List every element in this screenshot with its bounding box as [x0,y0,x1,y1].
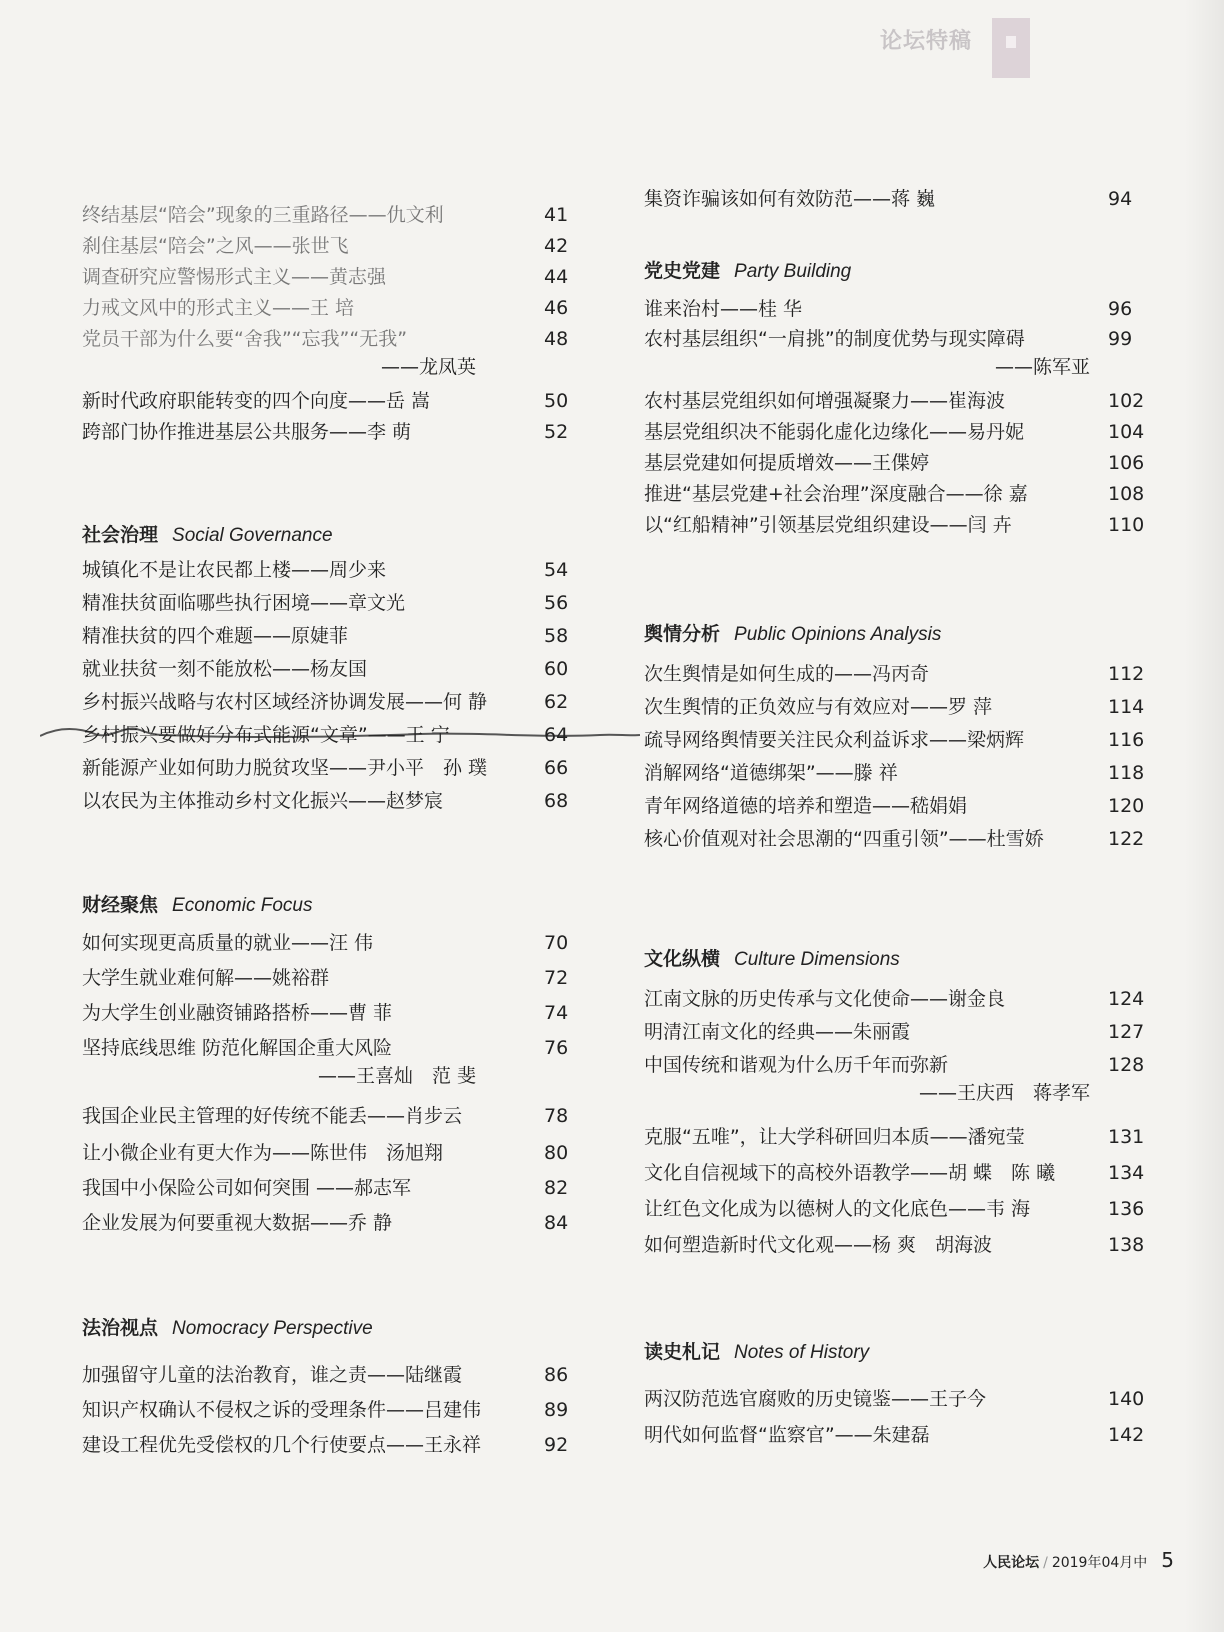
toc-entry[interactable] [628,692,1210,722]
article-title: 农村基层党组织如何增强凝聚力——崔海波 [644,390,1006,412]
article-title: 新时代政府职能转变的四个向度——岳 嵩 [82,390,431,412]
toc-entry[interactable] [628,324,1210,378]
page-ref: 112 [1108,663,1145,685]
page-footer: 人民论坛 / 2019年04月中 5 [983,1548,1174,1572]
toc-entry[interactable] [66,231,586,261]
article-title: 精准扶贫的四个难题——原婕菲 [82,625,349,647]
page-ref: 76 [544,1037,569,1059]
page-ref: 82 [544,1177,569,1199]
toc-entry[interactable] [628,1384,1210,1414]
page-ref: 99 [1108,328,1133,350]
page-ref: 74 [544,1002,569,1024]
article-title: 刹住基层“陪会”之风——张世飞 [82,235,349,257]
page-ref: 42 [544,235,569,257]
article-title: 中国传统和谐观为什么历千年而弥新 [644,1054,949,1076]
section-title-zh: 舆情分析 [644,623,721,645]
toc-entry[interactable] [628,659,1210,689]
article-title: 新能源产业如何助力脱贫攻坚——尹小平 孙 璞 [82,757,488,779]
page-ref: 80 [544,1142,569,1164]
toc-entry[interactable] [66,1360,586,1390]
logo-icon [992,18,1030,78]
toc-entry[interactable] [628,1050,1210,1104]
toc-entry[interactable] [66,1395,586,1425]
article-title: 让红色文化成为以德树人的文化底色——韦 海 [644,1198,1031,1220]
toc-entry[interactable] [66,293,586,323]
article-title: 克服“五唯”，让大学科研回归本质——潘宛莹 [644,1126,1025,1148]
article-title: 推进“基层党建+社会治理”深度融合——徐 嘉 [644,483,1028,505]
article-title: 集资诈骗该如何有效防范——蒋 巍 [644,188,936,210]
page-ref: 68 [544,790,569,812]
article-title: 青年网络道德的培养和塑造——嵇娟娟 [644,795,968,817]
page-ref: 62 [544,691,569,713]
toc-entry[interactable] [628,824,1210,854]
toc-entry[interactable] [628,184,1210,214]
page-ref: 64 [544,724,569,746]
page-ref: 104 [1108,421,1145,443]
article-author: ——龙凤英 [380,356,476,378]
page-ref: 46 [544,297,569,319]
article-title: 明代如何监督“监察官”——朱建磊 [644,1424,930,1446]
section-title-zh: 文化纵横 [644,948,721,970]
section-title-en: Party Building [734,261,852,282]
article-title: 跨部门协作推进基层公共服务——李 萌 [82,421,412,443]
article-title: 文化自信视域下的高校外语教学——胡 蝶 陈 曦 [644,1162,1056,1184]
section-heading [644,619,941,646]
article-title: 明清江南文化的经典——朱丽霞 [644,1021,911,1043]
page-ref: 116 [1108,729,1145,751]
article-title: 企业发展为何要重视大数据——乔 静 [82,1212,393,1234]
article-title: 让小微企业有更大作为——陈世伟 汤旭翔 [82,1142,444,1164]
page-ref: 89 [544,1399,569,1421]
toc-entry[interactable] [66,386,586,416]
toc-entry[interactable] [66,963,586,993]
page-ref: 56 [544,592,569,614]
section-heading [644,1337,869,1364]
article-title: 建设工程优先受偿权的几个行使要点——王永祥 [82,1434,482,1456]
section-title-en: Notes of History [734,1342,870,1363]
page-ref: 122 [1108,828,1145,850]
article-title: 以“红船精神”引领基层党组织建设——闫 卉 [644,514,1012,536]
logo-text: 论坛特稿 [880,29,973,54]
section-title-zh: 法治视点 [82,1317,159,1339]
section-title-en: Economic Focus [172,895,313,916]
toc-entry[interactable] [628,1122,1210,1152]
toc-entry[interactable] [628,984,1210,1014]
toc-entry[interactable] [628,1017,1210,1047]
toc-entry[interactable] [628,1194,1210,1224]
toc-entry[interactable] [66,324,586,378]
section-title-en: Public Opinions Analysis [734,624,942,645]
article-title: 大学生就业难何解——姚裕群 [82,967,330,989]
article-title: 基层党建如何提质增效——王偞婷 [644,452,930,474]
article-title: 城镇化不是让农民都上楼——周少来 [82,559,387,581]
toc-entry[interactable] [66,687,586,717]
article-title: 我国中小保险公司如何突围 ——郝志军 [82,1177,412,1199]
article-title: 两汉防范选官腐败的历史镜鉴——王子今 [644,1388,987,1410]
section-heading [644,256,851,283]
article-title: 知识产权确认不侵权之诉的受理条件——吕建伟 [82,1399,482,1421]
page-ref: 58 [544,625,569,647]
magazine-name: 人民论坛 [983,1555,1040,1571]
toc-entry[interactable] [66,417,586,447]
toc-entry[interactable] [66,200,586,230]
page-ref: 128 [1108,1054,1145,1076]
toc-entry[interactable] [66,928,586,958]
toc-entry[interactable] [66,753,586,783]
toc-entry[interactable] [66,786,586,816]
page-ref: 86 [544,1364,569,1386]
article-title: 以农民为主体推动乡村文化振兴——赵梦宸 [82,790,444,812]
page-ref: 60 [544,658,569,680]
page-ref: 140 [1108,1388,1145,1410]
article-title: 精准扶贫面临哪些执行困境——章文光 [82,592,406,614]
page-ref: 54 [544,559,569,581]
article-title: 加强留守儿童的法治教育，谁之责——陆继霞 [82,1364,463,1386]
section-title-en: Culture Dimensions [734,949,900,970]
page-ref: 114 [1108,696,1145,718]
toc-entry[interactable] [66,262,586,292]
page-number: 5 [1161,1548,1174,1572]
article-author: ——陈军亚 [994,356,1090,378]
toc-entry[interactable] [628,448,1210,478]
page-ref: 124 [1108,988,1145,1010]
toc-entry[interactable] [66,654,586,684]
toc-entry[interactable] [628,1158,1210,1188]
section-title-zh: 社会治理 [82,524,159,546]
page-ref: 52 [544,421,569,443]
page-ref: 94 [1108,188,1133,210]
column-logo [880,14,1030,78]
article-title: 为大学生创业融资铺路搭桥——曹 菲 [82,1002,393,1024]
section-title-en: Social Governance [172,525,333,546]
page-ref: 66 [544,757,569,779]
toc-entry[interactable] [66,1138,586,1168]
article-title: 次生舆情的正负效应与有效应对——罗 萍 [644,696,993,718]
toc-entry[interactable] [66,998,586,1028]
article-title: 党员干部为什么要“舍我”“忘我”“无我” [82,328,408,350]
page-ref: 106 [1108,452,1145,474]
toc-entry[interactable] [66,1101,586,1131]
toc-entry[interactable] [628,417,1210,447]
toc-entry[interactable] [66,555,586,585]
toc-entry[interactable] [66,621,586,651]
section-title-zh: 读史札记 [644,1341,721,1363]
page-ref: 92 [544,1434,569,1456]
section-title-en: Nomocracy Perspective [172,1318,373,1339]
section-heading [82,520,333,547]
article-author: ——王庆西 蒋孝军 [918,1082,1090,1104]
page-ref: 136 [1108,1198,1145,1220]
article-title: 就业扶贫一刻不能放松——杨友国 [82,658,368,680]
page-ref: 48 [544,328,569,350]
page-ref: 134 [1108,1162,1145,1184]
toc-entry[interactable] [628,294,1210,324]
toc-entry[interactable] [628,1420,1210,1450]
article-title: 疏导网络舆情要关注民众利益诉求——梁炳辉 [644,729,1025,751]
page-ref: 41 [544,204,569,226]
toc-entry[interactable] [628,725,1210,755]
article-title: 我国企业民主管理的好传统不能丢——肖步云 [82,1105,463,1127]
section-heading [644,944,900,971]
toc-entry[interactable] [628,510,1210,540]
page-ref: 96 [1108,298,1133,320]
article-title: 乡村振兴战略与农村区域经济协调发展——何 静 [82,691,488,713]
article-title: 力戒文风中的形式主义——王 培 [82,297,355,319]
page-ref: 78 [544,1105,569,1127]
article-title: 消解网络“道德绑架”——滕 祥 [644,762,898,784]
page-ref: 70 [544,932,569,954]
toc-entry[interactable] [66,1173,586,1203]
article-title: 终结基层“陪会”现象的三重路径——仇文利 [82,204,444,226]
page-ref: 142 [1108,1424,1145,1446]
page-ref: 110 [1108,514,1145,536]
toc-entry[interactable] [66,1033,586,1087]
page-ref: 72 [544,967,569,989]
toc-entry[interactable] [66,588,586,618]
page-ref: 138 [1108,1234,1145,1256]
page-ref: 102 [1108,390,1145,412]
article-title: 江南文脉的历史传承与文化使命——谢金良 [644,988,1006,1010]
article-title: 农村基层组织“一肩挑”的制度优势与现实障碍 [644,328,1025,350]
article-title: 乡村振兴要做好分布式能源“文章”——王 宁 [82,724,450,746]
article-title: 调查研究应警惕形式主义——黄志强 [82,266,387,288]
issue-date: 2019年04月中 [1051,1555,1148,1571]
article-title: 坚持底线思维 防范化解国企重大风险 [82,1037,393,1059]
article-title: 次生舆情是如何生成的——冯丙奇 [644,663,930,685]
section-title-zh: 财经聚焦 [82,894,159,916]
toc-entry[interactable] [66,720,586,750]
toc-entry[interactable] [66,1208,586,1238]
article-author: ——王喜灿 范 斐 [317,1065,476,1087]
page-ref: 118 [1108,762,1145,784]
article-title: 谁来治村——桂 华 [644,298,803,320]
toc-entry[interactable] [628,758,1210,788]
article-title: 核心价值观对社会思潮的“四重引领”——杜雪娇 [644,828,1044,850]
page-ref: 131 [1108,1126,1145,1148]
section-title-zh: 党史党建 [644,260,721,282]
article-title: 如何塑造新时代文化观——杨 爽 胡海波 [644,1234,993,1256]
page-ref: 127 [1108,1021,1145,1043]
page-ref: 84 [544,1212,569,1234]
page-ref: 120 [1108,795,1145,817]
toc-entry[interactable] [628,386,1210,416]
section-heading [82,1313,373,1340]
article-title: 基层党组织决不能弱化虚化边缘化——易丹妮 [644,421,1025,443]
toc-entry[interactable] [628,791,1210,821]
article-title: 如何实现更高质量的就业——汪 伟 [82,932,374,954]
toc-entry[interactable] [628,479,1210,509]
section-heading [82,890,312,917]
toc-entry[interactable] [66,1430,586,1460]
page-ref: 50 [544,390,569,412]
toc-entry[interactable] [628,1230,1210,1260]
page-ref: 44 [544,266,569,288]
page-ref: 108 [1108,483,1145,505]
